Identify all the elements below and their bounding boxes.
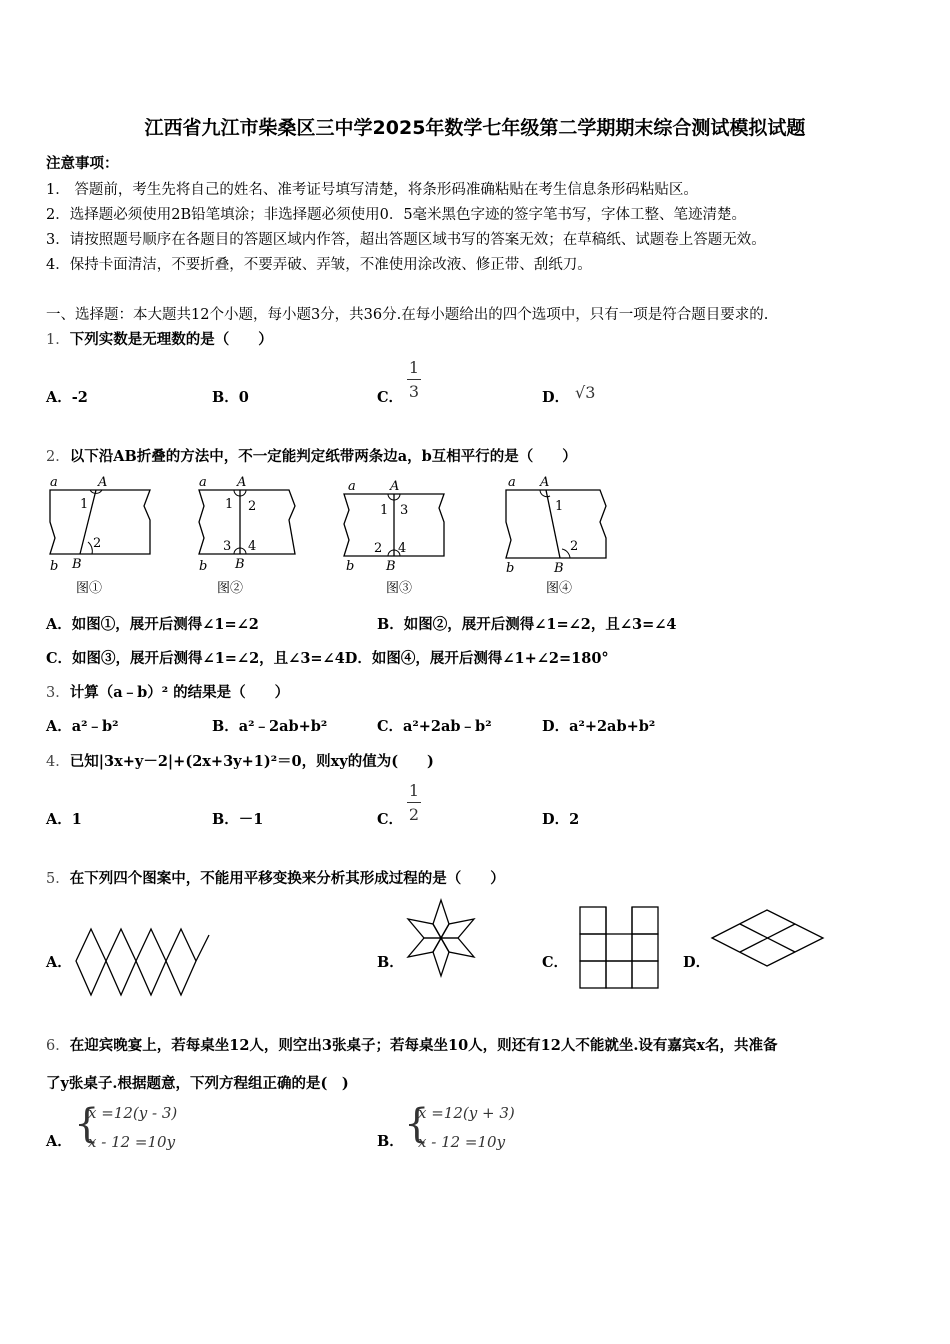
q4-fraction: 1 2 (408, 781, 420, 824)
question-1 (46, 328, 273, 349)
fold-figure-4 (500, 472, 615, 600)
q5-pattern-b (402, 897, 480, 979)
section-heading: 一、选择题：本大题共12个小题，每小题3分，共36分.在每小题给出的四个选项中，只有一项是符合题目要求的. (46, 307, 769, 323)
q2-option-b: B．如图②，展开后测得∠1=∠2，且∠3=∠4 (377, 616, 677, 633)
q4-option-b: B．－1 (212, 811, 264, 828)
label-B: B (72, 557, 82, 572)
q6-option-b: B． (377, 1133, 404, 1150)
label-b: b (346, 559, 355, 574)
q5-pattern-c (579, 906, 661, 990)
angle-1: 1 (380, 503, 389, 518)
q6-a-brace: { (74, 1101, 100, 1147)
q6-b-eq2: x - 12 =10y (418, 1133, 506, 1151)
q1-sqrt3: √3 (575, 383, 596, 402)
angle-1: 1 (555, 499, 564, 514)
q4-option-d: D．2 (542, 811, 580, 828)
label-B: B (235, 557, 245, 572)
notice-item-2: 2．选择题必须使用2B铅笔填涂；非选择题必须使用0．5毫米黑色字迹的签字笔书写，字体工整、笔迹清楚。 (46, 207, 747, 223)
angle-1: 1 (225, 497, 234, 512)
label-b: b (50, 559, 59, 574)
question-6: 6．在迎宾晚宴上，若每桌坐12人，则空出3张桌子；若每桌坐10人，则还有12人不能就坐.设有嘉宾x名，共准备 (46, 1037, 778, 1054)
fold-figure-1 (44, 472, 159, 600)
q5-option-b: B． (377, 954, 404, 971)
label-B: B (554, 561, 564, 576)
question-3: 3．计算（a﹣b）² 的结果是（ ） (46, 684, 290, 701)
q2-option-cd: C．如图③，展开后测得∠1=∠2，且∠3=∠4D．如图④，展开后测得∠1+∠2=180° (46, 650, 609, 667)
label-A: A (540, 475, 550, 490)
q5-pattern-d (710, 908, 828, 970)
angle-4: 4 (398, 541, 407, 556)
angle-2: 2 (570, 539, 579, 554)
angle-4: 4 (248, 539, 257, 554)
q6-a-eq2: x - 12 =10y (88, 1133, 176, 1151)
caption: 图② (217, 581, 244, 596)
angle-3-top: 3 (400, 503, 409, 518)
label-a: a (199, 475, 207, 490)
question-2: 2．以下沿AB折叠的方法中，不一定能判定纸带两条边a，b互相平行的是（ ） (46, 448, 577, 465)
q6-a-eq1: x =12(y - 3) (88, 1104, 178, 1122)
q1-option-a: A．-2 (46, 389, 88, 406)
q6-b-eq1: x =12(y + 3) (418, 1104, 515, 1122)
q6-option-a: A． (46, 1133, 72, 1150)
label-B: B (386, 559, 396, 574)
angle-3: 3 (223, 539, 232, 554)
label-A: A (98, 475, 108, 490)
question-4: 4．已知|3x+y－2|+(2x+3y+1)²＝0，则xy的值为( ) (46, 753, 434, 770)
q5-option-a: A． (46, 954, 72, 971)
angle-2: 2 (93, 536, 102, 551)
label-a: a (50, 475, 58, 490)
q3-option-c: C．a²+2ab﹣b² (377, 718, 492, 735)
label-a: a (348, 479, 356, 494)
q3-option-a: A．a²﹣b² (46, 718, 119, 735)
question-5: 5．在下列四个图案中，不能用平移变换来分析其形成过程的是（ ） (46, 870, 505, 887)
q1-option-b: B．0 (212, 389, 249, 406)
label-b: b (199, 559, 208, 574)
q3-option-d: D．a²+2ab+b² (542, 718, 656, 735)
question-number: 1． (46, 332, 70, 348)
q1-option-c: C． (377, 389, 404, 406)
label-A: A (237, 475, 247, 490)
fold-figure-3 (338, 472, 453, 600)
caption: 图④ (546, 581, 573, 596)
q1-option-d: D． (542, 389, 570, 406)
question-6-line2: 了y张桌子.根据题意，下列方程组正确的是( ) (46, 1075, 349, 1092)
angle-2: 2 (374, 541, 383, 556)
q6-b-brace: { (404, 1101, 430, 1147)
q4-option-c: C． (377, 811, 404, 828)
q5-pattern-a (74, 927, 214, 999)
label-b: b (506, 561, 515, 576)
angle-1: 1 (80, 497, 89, 512)
page-title: 江西省九江市柴桑区三中学2025年数学七年级第二学期期末综合测试模拟试题 (144, 117, 806, 139)
question-text: 下列实数是无理数的是（ ） (69, 331, 273, 348)
q4-option-a: A．1 (46, 811, 82, 828)
label-a: a (508, 475, 516, 490)
angle-2: 2 (248, 499, 257, 514)
q5-option-c: C． (542, 954, 569, 971)
fold-figure-2 (193, 472, 308, 600)
caption: 图① (76, 581, 103, 596)
q2-option-a: A．如图①，展开后测得∠1=∠2 (46, 616, 259, 633)
notice-item-1: 1． 答题前，考生先将自己的姓名、准考证号填写清楚，将条形码准确粘贴在考生信息条形码粘贴区。 (46, 182, 698, 198)
label-A: A (390, 479, 400, 494)
caption: 图③ (386, 581, 413, 596)
q1-fraction: 1 3 (408, 358, 420, 401)
notice-item-4: 4．保持卡面清洁，不要折叠，不要弄破、弄皱，不准使用涂改液、修正带、刮纸刀。 (46, 257, 592, 273)
notice-heading: 注意事项： (46, 155, 119, 172)
notice-item-3: 3．请按照题号顺序在各题目的答题区域内作答，超出答题区域书写的答案无效；在草稿纸、试题卷上答题无效。 (46, 232, 766, 248)
q3-option-b: B．a²﹣2ab+b² (212, 718, 328, 735)
q5-option-d: D． (683, 954, 711, 971)
